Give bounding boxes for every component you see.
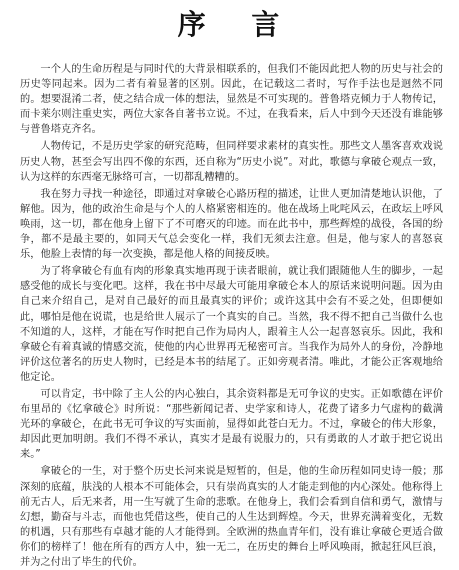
paragraph-1: 一个人的生命历程是与同时代的大背景相联系的，但我们不能因此把人物的历史与社会的历史等同起来。因为二者有着显著的区别。因此，在记载这二者时，写作手法也是迥然不同的。想要混淆二者，使之结合成一体的想法，显然是不可实现的。普鲁塔克倾力于人物传记，而卡莱尔则注重史实，两位大家各自著书立说。不过，在我看来，后人中到今天还没有谁能够与普鲁塔克齐名。 (20, 64, 443, 136)
paragraph-4: 为了将拿破仑有血有肉的形象真实地再现于读者眼前，就让我们跟随他人生的脚步，一起感受他的成长与变化吧。这样，我在书中尽最大可能用拿破仑本人的原话来说明问题。因为由自己来介绍自己，是对自己最好的而且最真实的评价；或许这其中会有不妥之处，但即便如此，哪怕是他在说谎，也是给世人展示了一个真实的自己。当然，我不得不把自己当做什么也不知道的人，这样，才能在写作时把自己作为局内人，跟着主人公一起喜怒哀乐。因此，我和拿破仑有着真诚的情感交流，使他的内心世界再无秘密可言。当我作为局外人的身份，冷静地评价这位著名的历史人物时，已经是本书的结尾了。正如旁观者清。唯此，才能公正客观地给他定论。 (20, 266, 443, 383)
paragraph-5: 可以肯定，书中除了主人公的内心独白，其余资料都是无可争议的史实。正如歌德在评价布里昂的《忆拿破仑》时所说：“那些新闻记者、史学家和诗人，花费了诸多力气虚构的截满光环的拿破仑，在此书无可争议的写实面前，显得如此苍白无力。不过，拿破仑的伟大形象，却因此更加明朗。我们不得不承认，真实才是最有说服力的，只有勇敢的人才敢于把它说出来。” (20, 388, 443, 461)
paragraph-6: 拿破仑的一生，对于整个历史长河来说是短暂的，但是，他的生命历程如同史诗一般；那深刻的底蕴，肤浅的人根本不可能体会，只有崇尚真实的人才能走到他的内心深处。他称得上前无古人，后无来者，用一生写就了生命的悲歌。在他身上，我们会看到自信和勇气，激情与幻想，勤奋与斗志，而他也凭借这些，使自己的人生达到辉煌。今天，世界充满着变化，无数的机遇，只有那些有卓越才能的人才能得到。全欧洲的热血青年们，没有谁让拿破仑更适合做你们的榜样了！他在所有的西方人中，独一无二，在历史的舞台上呼风唤雨，掀起狂风巨浪，并为之付出了毕生的代价。 (20, 466, 443, 568)
page-title: 序 言 (177, 8, 298, 41)
paragraph-2: 人物传记，不是历史学家的研究范畴，但同样要求素材的真实性。那些文人墨客喜欢戏说历史人物，甚至会写出四不像的东西，还自称为“历史小说”。对此，歌德与拿破仑观点一致，认为这样的东西毫无脉络可言，一切都乱糟糟的。 (20, 141, 443, 183)
paragraph-3: 我在努力寻找一种途径，即通过对拿破仑心路历程的描述，让世人更加清楚地认识他，了解他。因为，他的政治生命是与个人的人格紧密相连的。他在战场上叱咤风云，在政坛上呼风唤雨，这一切，都在他身上留下了不可磨灭的印迹。而在此书中，那些辉煌的战役，各国的纷争，都不是最主要的，如同天气总会变化一样，我们无须去注意。但是，他与家人的喜怒哀乐，他脸上表情的每一次变换，都是他人格的间接反映。 (20, 188, 443, 261)
